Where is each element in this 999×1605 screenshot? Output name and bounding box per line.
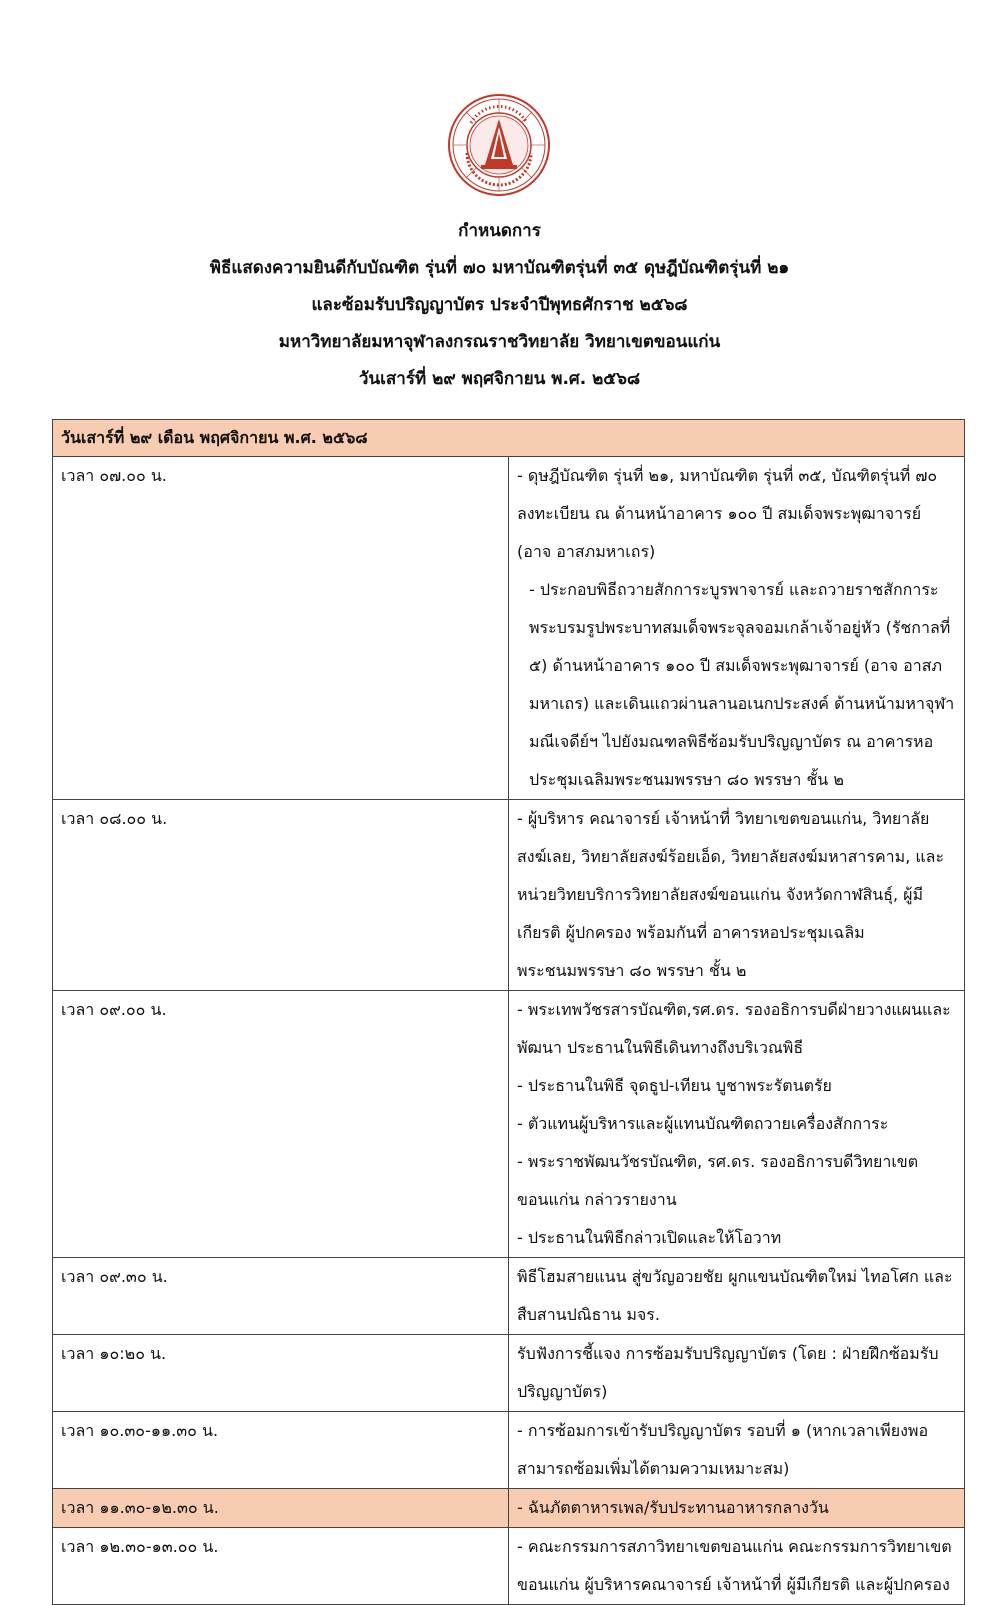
table-row	[53, 457, 965, 800]
title-line: มหาวิทยาลัยมหาจุฬาลงกรณราชวิทยาลัย วิทยาเขตขอนแก่น	[278, 332, 721, 352]
document-title-block	[0, 213, 999, 398]
activity-item: - พระราชพัฒนวัชรบัณฑิต, รศ.ดร. รองอธิการบดีวิทยาเขตขอนแก่น กล่าวรายงาน	[517, 1152, 919, 1209]
activity-cell	[509, 1528, 965, 1605]
title-line: และซ้อมรับปริญญาบัตร ประจำปีพุทธศักราช ๒๕๖๘	[311, 295, 688, 315]
table-row	[53, 800, 965, 991]
time-cell: เวลา ๐๙.๓๐ น.	[53, 1258, 509, 1335]
activity-item: - ฉันภัตตาหารเพล/รับประทานอาหารกลางวัน	[517, 1498, 829, 1517]
table-row	[53, 1335, 965, 1412]
table-row	[53, 1412, 965, 1489]
time-cell: เวลา ๑๐.๓๐-๑๑.๓๐ น.	[53, 1412, 509, 1489]
activity-item: พิธีโฮมสายแนน สู่ขวัญอวยชัย ผูกแขนบัณฑิตใหม่ ไทอโศก และ สืบสานปณิธาน มจร.	[517, 1267, 953, 1324]
table-row	[53, 1528, 965, 1605]
activity-item: - พระเทพวัชรสารบัณฑิต,รศ.ดร. รองอธิการบดีฝ่ายวางแผนและพัฒนา ประธานในพิธีเดินทางถึงบริเวณพิธี	[517, 1000, 951, 1057]
time-cell: เวลา ๑๒.๓๐-๑๓.๐๐ น.	[53, 1528, 509, 1605]
title-line: วันเสาร์ที่ ๒๙ พฤศจิกายน พ.ศ. ๒๕๖๘	[358, 369, 641, 389]
table-row-highlighted	[53, 1489, 965, 1528]
activity-item: รับฟังการชี้แจง การซ้อมรับปริญญาบัตร (โดย : ฝ่ายฝึกซ้อมรับปริญญาบัตร)	[517, 1344, 939, 1401]
schedule-table	[52, 419, 965, 1605]
activity-cell	[509, 1489, 965, 1528]
activity-item: - ผู้บริหาร คณาจารย์ เจ้าหน้าที่ วิทยาเขตขอนแก่น, วิทยาลัยสงฆ์เลย, วิทยาลัยสงฆ์ร้อยเอ็ด, วิทยาลัยสงฆ์มหาสารคาม, และหน่วยวิทยบริการวิทยาลัยสงฆ์ขอนแก่น จังหวัดกาฬสินธุ์, ผู้มีเกียรติ ผู้ปกครอง พร้อมกันที่ อาคารหอประชุมเฉลิมพระชนมพรรษา ๘๐ พรรษา ชั้น ๒	[517, 809, 945, 980]
title-line: กำหนดการ	[458, 221, 541, 241]
activity-cell	[509, 800, 965, 991]
time-cell: เวลา ๑๑.๓๐-๑๒.๓๐ น.	[53, 1489, 509, 1528]
activity-cell	[509, 991, 965, 1258]
table-row	[53, 991, 965, 1258]
time-cell: เวลา ๐๘.๐๐ น.	[53, 800, 509, 991]
activity-item: - คณะกรรมการสภาวิทยาเขตขอนแก่น คณะกรรมการวิทยาเขตขอนแก่น ผู้บริหารคณาจารย์ เจ้าหน้าที่ ผู้มีเกียรติ และผู้ปกครอง	[517, 1537, 952, 1594]
activity-item: - ประกอบพิธีถวายสักการะบูรพาจารย์ และถวายราชสักการะพระบรมรูปพระบาทสมเด็จพระจุลจอมเกล้าเจ้าอยู่หัว (รัชกาลที่ ๕) ด้านหน้าอาคาร ๑๐๐ ปี สมเด็จพระพุฒาจารย์ (อาจ อาสภมหาเถร) และเดินแถวผ่านลานอเนกประสงค์ ด้านหน้ามหาจุฬามณีเจดีย์ฯ ไปยังมณฑลพิธีซ้อมรับปริญญาบัตร ณ อาคารหอประชุมเฉลิมพระชนมพรรษา ๘๐ พรรษา ชั้น ๒	[529, 580, 955, 789]
title-line: พิธีแสดงความยินดีกับบัณฑิต รุ่นที่ ๗๐ มหาบัณฑิตรุ่นที่ ๓๕ ดุษฎีบัณฑิตรุ่นที่ ๒๑	[209, 258, 790, 278]
day-header: วันเสาร์ที่ ๒๙ เดือน พฤศจิกายน พ.ศ. ๒๕๖๘	[53, 420, 965, 457]
activity-cell	[509, 1258, 965, 1335]
day-header-row	[53, 420, 965, 457]
activity-item: - ตัวแทนผู้บริหารและผู้แทนบัณฑิตถวายเครื่องสักการะ	[517, 1114, 889, 1133]
time-cell: เวลา ๐๗.๐๐ น.	[53, 457, 509, 800]
activity-item: - ดุษฎีบัณฑิต รุ่นที่ ๒๑, มหาบัณฑิต รุ่นที่ ๓๕, บัณฑิตรุ่นที่ ๗๐ ลงทะเบียน ณ ด้านหน้าอาคาร ๑๐๐ ปี สมเด็จพระพุฒาจารย์ (อาจ อาสภมหาเถร)	[517, 466, 938, 561]
time-cell: เวลา ๑๐:๒๐ น.	[53, 1335, 509, 1412]
activity-item: - ประธานในพิธีกล่าวเปิดและให้โอวาท	[517, 1228, 782, 1247]
time-cell: เวลา ๐๙.๐๐ น.	[53, 991, 509, 1258]
table-row	[53, 1258, 965, 1335]
activity-item: - การซ้อมการเข้ารับปริญญาบัตร รอบที่ ๑ (หากเวลาเพียงพอ สามารถซ้อมเพิ่มได้ตามความเหมาะสม)	[517, 1421, 929, 1478]
activity-cell	[509, 457, 965, 800]
activity-cell	[509, 1335, 965, 1412]
university-seal-icon	[447, 93, 551, 197]
activity-cell	[509, 1412, 965, 1489]
activity-item: - ประธานในพิธี จุดธูป-เทียน บูชาพระรัตนตรัย	[517, 1076, 832, 1095]
